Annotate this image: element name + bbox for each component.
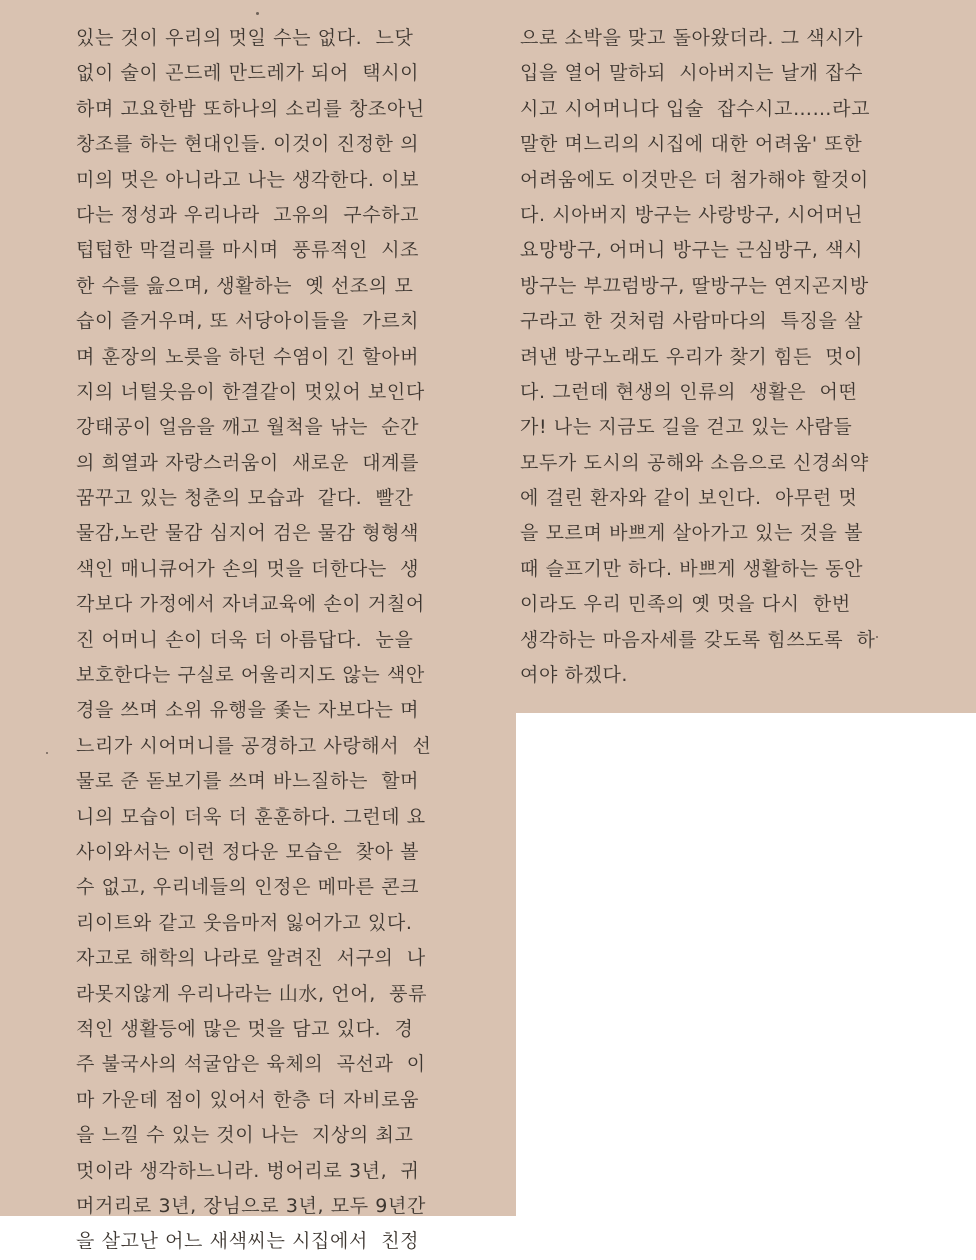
text-line: 을 느낄 수 있는 것이 나는 지상의 최고	[76, 1124, 414, 1147]
text-line: 한 수를 읊으며, 생활하는 옛 선조의 모	[76, 274, 414, 297]
text-line: 보호한다는 구실로 어울리지도 않는 색안	[76, 664, 425, 687]
text-line: 요망방구, 어머니 방구는 근심방구, 색시	[520, 239, 864, 262]
text-line: 구라고 한 것처럼 사람마다의 특징을 살	[520, 310, 864, 333]
text-line: 수 없고, 우리네들의 인정은 메마른 콘크	[76, 876, 420, 899]
text-line: 을 살고난 어느 새색씨는 시집에서 친정	[76, 1230, 420, 1253]
text-line: 멋이라 생각하느니라. 벙어리로 3년, 귀	[76, 1159, 420, 1182]
text-line: 방구는 부끄럼방구, 딸방구는 연지곤지방	[520, 274, 869, 297]
left-text-column	[76, 21, 496, 1260]
text-line: 라못지않게 우리나라는 山水, 언어, 풍류	[76, 982, 428, 1005]
text-line: 진 어머니 손이 더욱 더 아름답다. 눈을	[76, 628, 414, 651]
text-line: 리이트와 같고 웃음마저 잃어가고 있다.	[76, 911, 413, 934]
text-line: 자고로 해학의 나라로 알려진 서구의 나	[76, 947, 426, 970]
text-line: 다. 그런데 현생의 인류의 생활은 어떤	[520, 380, 858, 403]
text-line: 생각하는 마음자세를 갖도록 힘쓰도록 하	[520, 628, 876, 651]
text-line: 모두가 도시의 공해와 소음으로 신경쇠약	[520, 451, 869, 474]
text-line: 사이와서는 이런 정다운 모습은 찾아 볼	[76, 840, 420, 863]
text-line: 마 가운데 점이 있어서 한층 더 자비로움	[76, 1088, 420, 1111]
text-line: 적인 생활등에 많은 멋을 담고 있다. 경	[76, 1017, 414, 1040]
text-line: 물로 준 돋보기를 쓰며 바느질하는 할머	[76, 770, 420, 793]
text-line: 말한 며느리의 시집에 대한 어려움' 또한	[520, 133, 863, 156]
text-line: 다. 시아버지 방구는 사랑방구, 시어머닌	[520, 203, 864, 226]
text-line: 으로 소박을 맞고 돌아왔더라. 그 색시가	[520, 27, 864, 49]
text-line: 텁텁한 막걸리를 마시며 풍류적인 시조	[76, 239, 420, 262]
text-line: 하며 고요한밤 또하나의 소리를 창조아닌	[76, 97, 425, 120]
text-line: 을 모르며 바쁘게 살아가고 있는 것을 볼	[520, 522, 864, 545]
text-line: 강태공이 얼음을 깨고 월척을 낚는 순간	[76, 416, 420, 439]
text-line: 려낸 방구노래도 우리가 찾기 힘든 멋이	[520, 345, 864, 368]
text-line: 머거리로 3년, 장님으로 3년, 모두 9년간	[76, 1194, 426, 1217]
text-line: 미의 멋은 아니라고 나는 생각한다. 이보	[76, 168, 420, 191]
text-line: 습이 즐거우며, 또 서당아이들을 가르치	[76, 310, 420, 333]
text-line: 느리가 시어머니를 공경하고 사랑해서 선	[76, 734, 432, 757]
text-line: 니의 모습이 더욱 더 훈훈하다. 그런데 요	[76, 805, 426, 828]
text-line: 어려움에도 이것만은 더 첨가해야 할것이	[520, 168, 869, 191]
text-line: 때 슬프기만 하다. 바쁘게 생활하는 동안	[520, 557, 864, 580]
text-line: 이라도 우리 민족의 옛 멋을 다시 한번	[520, 593, 851, 616]
text-line: 각보다 가정에서 자녀교육에 손이 거칠어	[76, 593, 425, 616]
text-line: 없이 술이 곤드레 만드레가 되어 택시이	[76, 62, 420, 85]
text-line: 주 불국사의 석굴암은 육체의 곡선과 이	[76, 1053, 426, 1076]
print-speck	[46, 752, 48, 754]
text-line: 창조를 하는 현대인들. 이것이 진정한 의	[76, 133, 420, 156]
text-line: 시고 시어머니다 입술 잡수시고……라고	[520, 97, 871, 120]
text-line: 꿈꾸고 있는 청춘의 모습과 같다. 빨간	[76, 487, 414, 510]
text-line: 입을 열어 말하되 시아버지는 날개 잡수	[520, 62, 864, 85]
right-text-column	[520, 21, 970, 693]
text-line: 가! 나는 지금도 길을 걷고 있는 사람들	[520, 416, 853, 439]
text-line: 에 걸린 환자와 같이 보인다. 아무런 멋	[520, 487, 858, 510]
text-line: 경을 쓰며 소위 유행을 좇는 자보다는 며	[76, 699, 420, 722]
print-speck	[256, 12, 259, 15]
text-line: 며 훈장의 노릇을 하던 수염이 긴 할아버	[76, 345, 420, 368]
text-line: 물감,노란 물감 심지어 검은 물감 형형색	[76, 522, 420, 545]
text-line: 여야 하겠다.	[520, 664, 629, 687]
text-line: 다는 정성과 우리나라 고유의 구수하고	[76, 203, 420, 226]
text-line: 있는 것이 우리의 멋일 수는 없다. 느닷	[76, 27, 414, 49]
text-line: 의 희열과 자랑스러움이 새로운 대계를	[76, 451, 420, 474]
text-line: 지의 너털웃음이 한결같이 멋있어 보인다	[76, 380, 425, 403]
text-line: 색인 매니큐어가 손의 멋을 더한다는 생	[76, 557, 420, 580]
